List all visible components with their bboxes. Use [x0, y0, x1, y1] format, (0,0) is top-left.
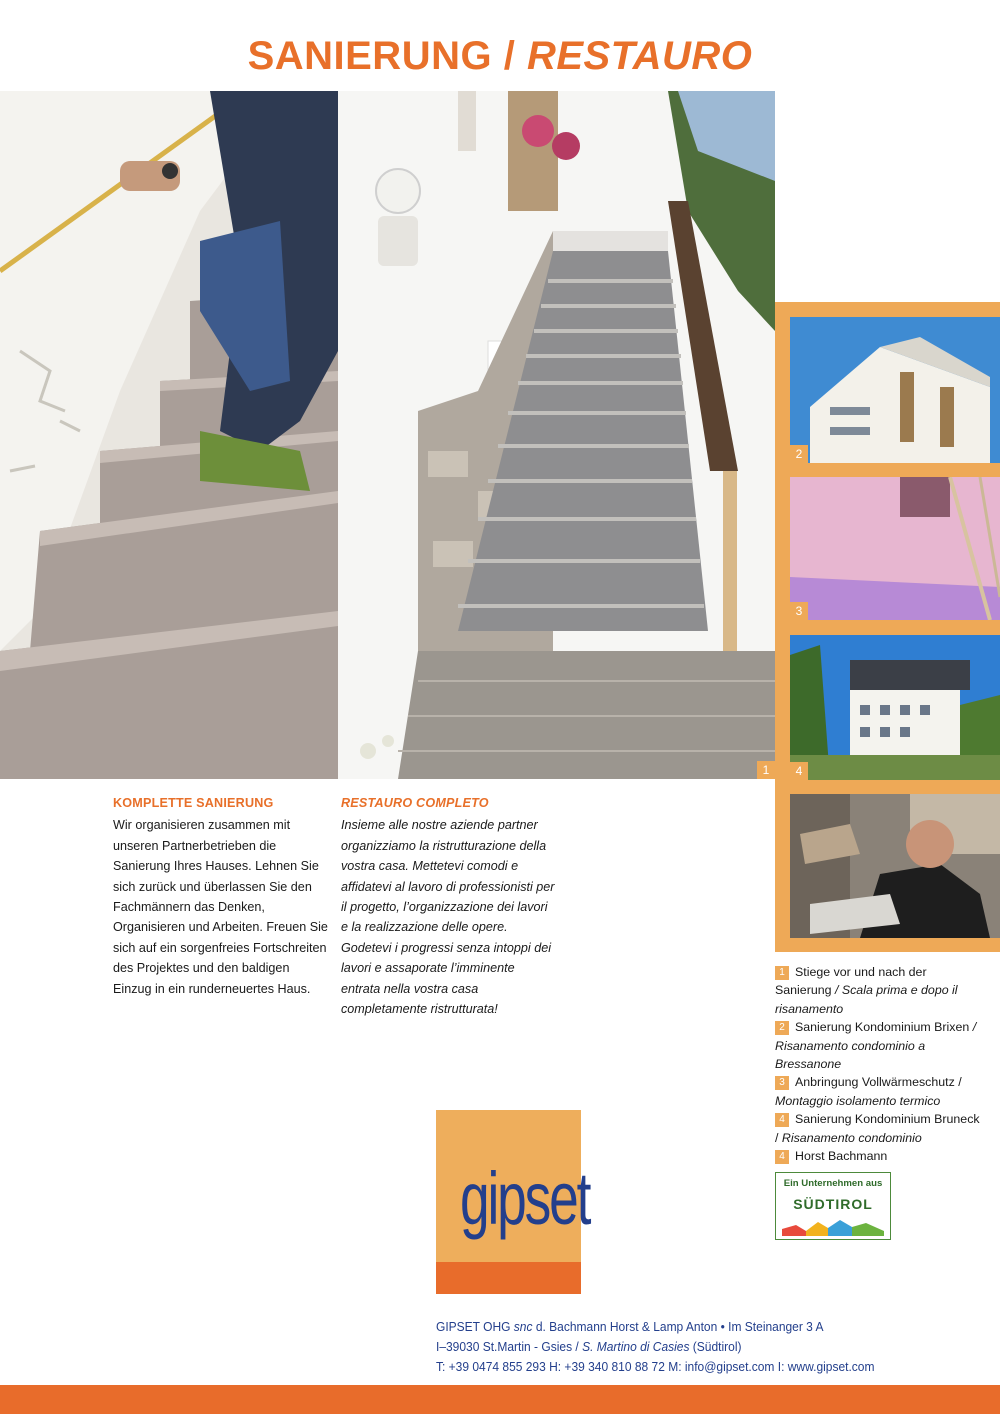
- caption-number: 2: [775, 1021, 789, 1035]
- suedtirol-badge-line1: Ein Unternehmen aus: [783, 1178, 883, 1189]
- caption-de: Anbringung Vollwärmeschutz /: [795, 1075, 962, 1090]
- caption-item: [775, 1110, 985, 1147]
- title-it: RESTAURO: [526, 34, 753, 78]
- logo-wordmark: gipset: [460, 1157, 590, 1240]
- address-line-1c: d. Bachmann Horst & Lamp Anton • Im Steinanger 3 A: [532, 1319, 824, 1334]
- address-line-1a: GIPSET OHG: [436, 1319, 514, 1334]
- photo-number-badge: 2: [790, 445, 808, 463]
- caption-item: [775, 963, 985, 1018]
- logo-bottom-bar: [436, 1262, 581, 1294]
- photo-horst-bachmann: [790, 794, 1000, 938]
- suedtirol-badge: [775, 1172, 891, 1240]
- photo-stairs-after: [338, 91, 775, 779]
- caption-item: [775, 1147, 985, 1165]
- photo-number-badge: 3: [790, 602, 808, 620]
- address-line-2: [436, 1337, 874, 1357]
- caption-item: [775, 1018, 985, 1073]
- photo-condominium-brixen: [790, 317, 1000, 463]
- title-separator: /: [492, 34, 527, 78]
- caption-number: 4: [775, 1150, 789, 1164]
- caption-it: / Scala prima e dopo il risanamento: [775, 983, 958, 1016]
- section-german-body: Wir organisieren zusammen mit unseren Partnerbetrieben die Sanierung Ihres Hauses. Lehnen Sie sich zurück und überlassen Sie den Fachmännern das Denken, Organisieren und Arbeiten. Freuen Sie sich auf ein sorgenfreies Fortschreiten des Projektes und den baldigen Einzug in ein runderneuertes Haus.: [113, 818, 328, 996]
- caption-it: Montaggio isolamento termico: [775, 1093, 941, 1108]
- gipset-logo: [436, 1110, 590, 1294]
- photo-thermal-insulation: [790, 477, 1000, 620]
- caption-number: 4: [775, 1113, 789, 1127]
- address-line-2a: I–39030 St.Martin - Gsies /: [436, 1339, 583, 1354]
- section-italian-heading: RESTAURO COMPLETO: [341, 796, 489, 810]
- address-line-1b: snc: [513, 1319, 533, 1334]
- caption-it: Risanamento condominio: [781, 1130, 922, 1145]
- title-de: SANIERUNG: [247, 34, 493, 78]
- caption-item: [775, 1073, 985, 1110]
- address-line-3: T: +39 0474 855 293 H: +39 340 810 88 72 M: info@gipset.com I: www.gipset.com: [436, 1359, 875, 1374]
- page-title: [0, 34, 1000, 79]
- address-line-1: [436, 1317, 874, 1337]
- caption-de: Horst Bachmann: [795, 1149, 888, 1164]
- suedtirol-badge-line2: SÜDTIROL: [793, 1196, 873, 1212]
- photo-captions: [775, 963, 985, 1165]
- caption-de: Sanierung Kondominium Brixen: [795, 1020, 970, 1035]
- section-italian-body: Insieme alle nostre aziende partner organizziamo la ristrutturazione della vostra casa. Mettetevi comodi e affidatevi al lavoro di professionisti per il progetto, l’organizzazione dei lavori e la realizzazione delle opere. Godetevi i progressi senza intoppi dei lavori e assaporate l’imminente entrata nella vostra casa completamente ristrutturata!: [341, 818, 555, 1017]
- caption-number: 1: [775, 966, 789, 980]
- photo-number-badge: 1: [757, 761, 775, 779]
- caption-it: / Risanamento condominio a Bressanone: [775, 1020, 977, 1072]
- section-german-heading: KOMPLETTE SANIERUNG: [113, 796, 274, 810]
- suedtirol-mountains-icon: [782, 1219, 884, 1236]
- photo-number-badge: 4: [790, 762, 808, 780]
- caption-de: Stiege vor und nach der Sanierung: [775, 965, 927, 998]
- section-italian: [341, 793, 556, 1019]
- caption-de: Sanierung Kondominium Bruneck /: [775, 1112, 980, 1145]
- footer-bar: [0, 1385, 1000, 1414]
- address-line-2c: (Südtirol): [689, 1339, 742, 1354]
- address-line-2b: S. Martino di Casies: [582, 1339, 690, 1354]
- section-german: [113, 793, 328, 999]
- photo-condominium-bruneck: [790, 635, 1000, 780]
- company-address: [436, 1317, 874, 1377]
- photo-stairs-before: [0, 91, 338, 779]
- caption-number: 3: [775, 1076, 789, 1090]
